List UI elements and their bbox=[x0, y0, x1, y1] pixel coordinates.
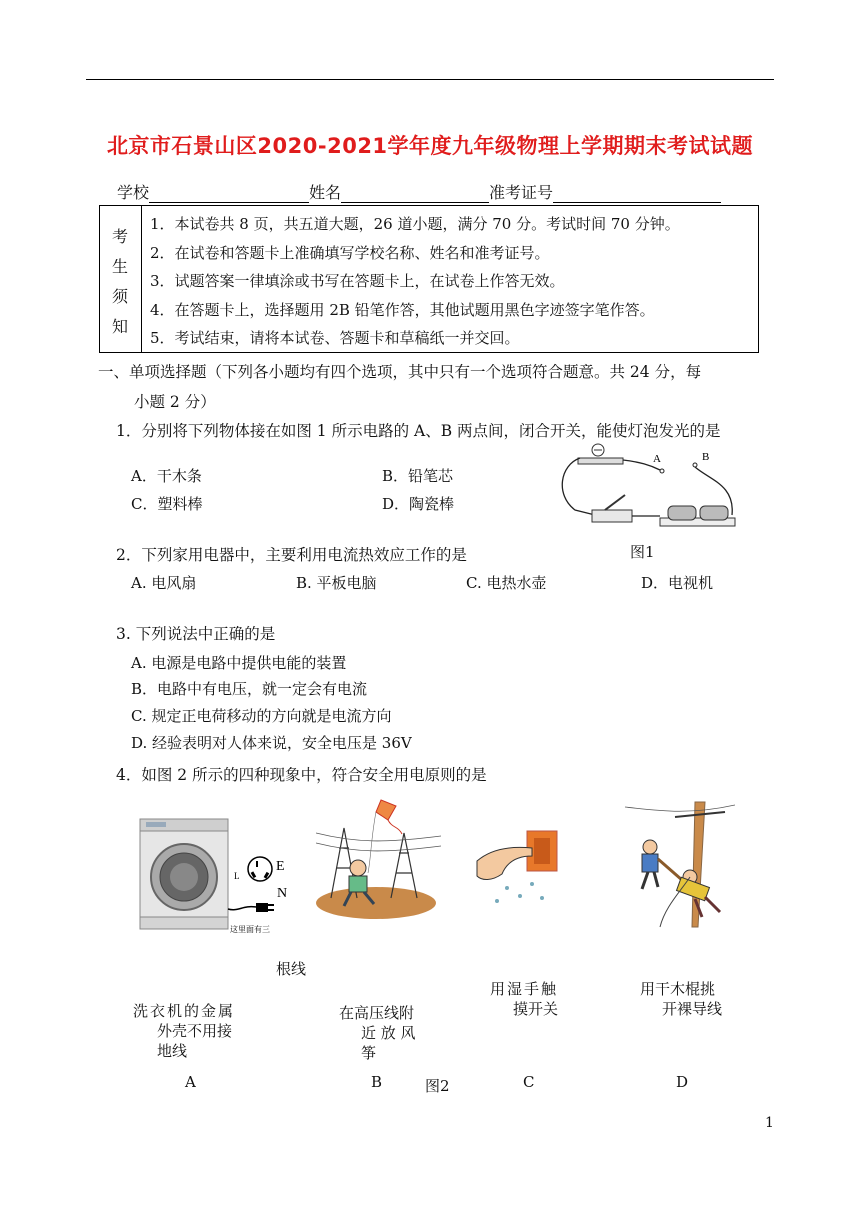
notice-items bbox=[150, 210, 754, 353]
figure-letter-d: D bbox=[676, 1073, 689, 1091]
name-blank[interactable] bbox=[341, 184, 489, 203]
notice-item: 3．试题答案一律填涂或书写在答题卡上，在试卷上作答无效。 bbox=[150, 272, 565, 290]
notice-label-char: 知 bbox=[112, 317, 129, 336]
exam-id-label: 准考证号 bbox=[489, 183, 554, 202]
name-label: 姓名 bbox=[309, 183, 342, 202]
terminal-b-label: B bbox=[702, 451, 710, 463]
figure-2-caption: 图2 bbox=[425, 1077, 450, 1095]
terminal-a-label: A bbox=[653, 453, 661, 465]
caption-a-line1: 洗衣机的金属 bbox=[133, 1002, 236, 1020]
outlet-label-n: N bbox=[277, 886, 288, 901]
notice-item: 4．在答题卡上，选择题用 2B 铅笔作答，其他试题用黑色字迹签字笔作答。 bbox=[150, 300, 655, 319]
notice-label-char: 须 bbox=[112, 287, 129, 306]
outlet-label-l: L bbox=[234, 871, 240, 881]
school-blank[interactable] bbox=[149, 184, 309, 203]
caption-a-line2: 外壳不用接 bbox=[157, 1022, 233, 1040]
q3-option-c: C. 规定正电荷移动的方向就是电流方向 bbox=[131, 707, 392, 725]
school-label: 学校 bbox=[117, 183, 150, 202]
caption-d-line2: 开裸导线 bbox=[662, 1000, 723, 1018]
notice-item: 2．在试卷和答题卡上准确填写学校名称、姓名和准考证号。 bbox=[150, 243, 550, 262]
washing-machine-illustration bbox=[138, 817, 298, 937]
notice-item: 1．本试卷共 8 页，共五道大题，26 道小题，满分 70 分。考试时间 70 分钟。 bbox=[150, 215, 680, 233]
header-rule bbox=[86, 79, 774, 80]
caption-d-line1: 用干木棍挑 bbox=[640, 980, 716, 998]
notice-label-char: 生 bbox=[112, 257, 129, 276]
q2-option-b: B. 平板电脑 bbox=[296, 574, 377, 592]
exam-title: 北京市石景山区2020-2021学年度九年级物理上学期期末考试试题 bbox=[106, 134, 754, 158]
q4-stem: 4．如图 2 所示的四种现象中，符合安全用电原则的是 bbox=[116, 766, 487, 784]
q2-stem: 2．下列家用电器中，主要利用电流热效应工作的是 bbox=[116, 546, 467, 564]
caption-b-line3: 筝 bbox=[361, 1044, 377, 1062]
exam-notice-box bbox=[99, 205, 759, 353]
q2-option-c: C. 电热水壶 bbox=[466, 574, 547, 592]
caption-c-line2: 摸开关 bbox=[513, 1000, 559, 1018]
page-number: 1 bbox=[765, 1115, 774, 1131]
outlet-label-e: E bbox=[276, 859, 285, 874]
exam-id-blank[interactable] bbox=[553, 184, 721, 203]
kite-near-power-lines-illustration bbox=[316, 798, 441, 923]
q1-option-d: D．陶瓷棒 bbox=[382, 495, 455, 513]
q1-stem: 1．分别将下列物体接在如图 1 所示电路的 A、B 两点间，闭合开关，能使灯泡发光的是 bbox=[116, 422, 721, 440]
plug-note-continued: 根线 bbox=[276, 960, 307, 978]
q3-option-d: D. 经验表明对人体来说，安全电压是 36V bbox=[131, 734, 412, 752]
q3-option-a: A. 电源是电路中提供电能的装置 bbox=[131, 654, 347, 672]
plug-note: 这里面有三 bbox=[230, 925, 270, 934]
q3-option-b: B．电路中有电压，就一定会有电流 bbox=[131, 680, 368, 698]
student-info-row bbox=[117, 180, 721, 203]
notice-label-char: 考 bbox=[112, 227, 129, 246]
dry-stick-rescue-illustration bbox=[620, 797, 735, 932]
section-heading: 一、单项选择题（下列各小题均有四个选项，其中只有一个选项符合题意。共 24 分，每 bbox=[98, 363, 702, 381]
q1-option-a: A．干木条 bbox=[131, 467, 202, 485]
caption-a-line3: 地线 bbox=[157, 1042, 188, 1060]
wet-hand-switch-illustration bbox=[472, 826, 567, 911]
figure-1-caption: 图1 bbox=[630, 543, 655, 561]
notice-item: 5．考试结束，请将本试卷、答题卡和草稿纸一并交回。 bbox=[150, 329, 520, 347]
figure-letter-b: B bbox=[371, 1073, 383, 1091]
q3-stem: 3. 下列说法中正确的是 bbox=[116, 625, 276, 643]
q1-option-b: B．铅笔芯 bbox=[382, 467, 454, 485]
q1-option-c: C．塑料棒 bbox=[131, 495, 203, 513]
caption-c-line1: 用湿手触 bbox=[490, 980, 559, 998]
caption-b-line1: 在高压线附 bbox=[339, 1004, 415, 1022]
q2-option-a: A. 电风扇 bbox=[131, 574, 197, 592]
section-heading-cont: 小题 2 分） bbox=[134, 393, 216, 411]
figure-letter-c: C bbox=[523, 1073, 535, 1091]
caption-b-line2: 近 放 风 bbox=[361, 1024, 416, 1042]
figure-letter-a: A bbox=[185, 1073, 196, 1091]
circuit-diagram bbox=[550, 440, 750, 535]
q2-option-d: D．电视机 bbox=[641, 574, 714, 592]
notice-label bbox=[100, 206, 142, 352]
